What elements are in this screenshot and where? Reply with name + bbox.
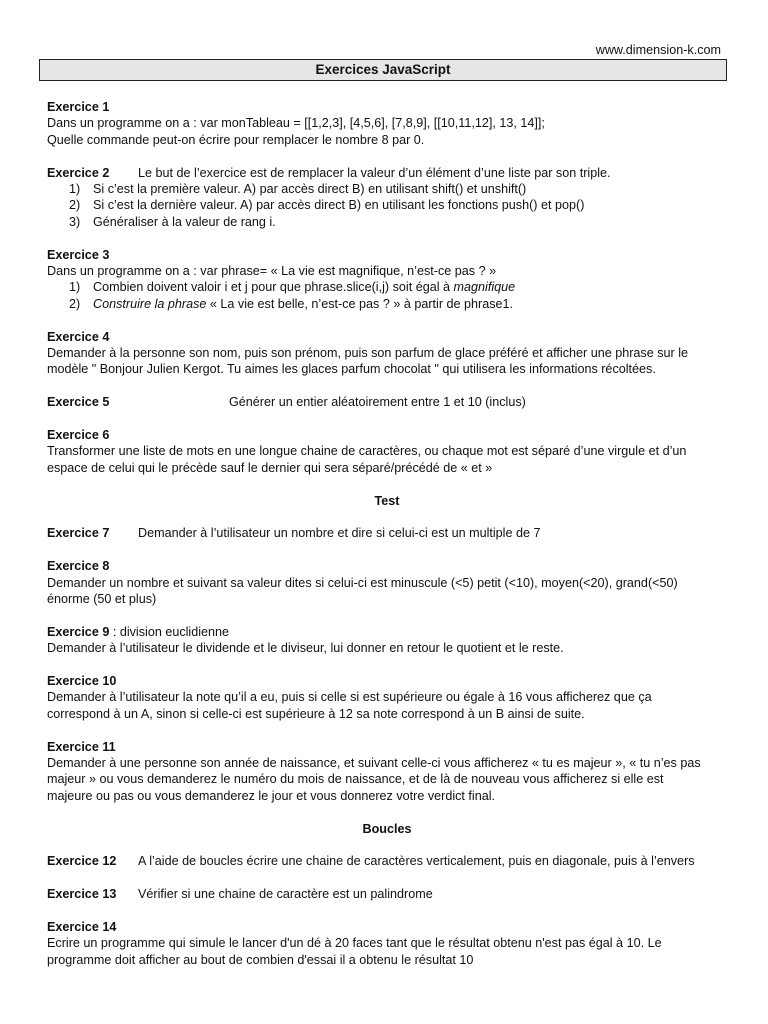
exercise-3-line-1: Dans un programme on a : var phrase= « La vie est magnifique, n’est-ce pas ? » <box>47 264 497 279</box>
website-url: www.dimension-k.com <box>595 43 721 57</box>
exercise-4-line-1: Demander à la personne son nom, puis son prénom, puis son parfum de glace préféré et afficher une phrase sur le <box>47 346 689 361</box>
exercise-14-line-2: programme doit afficher au bout de combien d'essai il a obtenu le résultat 10 <box>47 952 474 967</box>
exercise-5-header <box>47 394 727 410</box>
item-number: 1) <box>69 182 81 197</box>
exercise-2-header <box>47 165 727 181</box>
item-text: Généraliser à la valeur de rang i. <box>93 214 276 229</box>
exercise-1-title: Exercice 1 <box>47 100 110 114</box>
exercise-12-text: A l’aide de boucles écrire une chaine de caractères verticalement, puis en diagonale, puis à l’envers <box>138 854 695 869</box>
exercise-6-line-1: Transformer une liste de mots en une longue chaine de caractères, ou chaque mot est séparé d’une virgule et d’un <box>47 444 687 459</box>
exercise-3-item <box>47 279 727 295</box>
exercise-9-subtitle: : division euclidienne <box>109 624 230 639</box>
exercise-2-item <box>47 214 727 230</box>
section-heading-boucles: Boucles <box>362 821 412 836</box>
exercise-3-title: Exercice 3 <box>47 247 110 262</box>
exercise-11-line-2: majeur » ou vous demanderez le numéro du mois de naissance, et de là de nouveau vous afficherez si elle est <box>47 772 664 787</box>
exercise-10-title: Exercice 10 <box>47 674 117 689</box>
item-number: 2) <box>69 296 81 311</box>
exercise-3-item <box>47 296 727 312</box>
exercise-10-line-2: correspond à un A, sinon si celle-ci est supérieure à 12 sa note correspond à un B ainsi de suite. <box>47 706 585 721</box>
exercise-6-title: Exercice 6 <box>47 428 110 443</box>
exercise-6-line-2: espace de celui qui le précède sauf le dernier qui sera séparé/précédé de « et » <box>47 460 493 475</box>
item-emphasis: magnifique <box>453 280 516 295</box>
exercise-4-line-2: modèle " Bonjour Julien Kergot. Tu aimes les glaces parfum chocolat " qui utilisera les informations récoltées. <box>47 362 656 377</box>
exercise-9-title: Exercice 9 <box>47 624 110 639</box>
section-heading-test: Test <box>374 493 400 508</box>
exercise-7-header <box>47 525 727 541</box>
exercise-2-item <box>47 181 727 197</box>
exercise-11-title: Exercice 11 <box>47 739 116 754</box>
exercise-7-text: Demander à l’utilisateur un nombre et dire si celui-ci est un multiple de 7 <box>138 526 541 541</box>
exercise-14-title: Exercice 14 <box>47 920 117 935</box>
item-number: 1) <box>69 280 81 295</box>
exercise-13-title: Exercice 13 <box>47 887 117 902</box>
exercise-2-text: Le but de l’exercice est de remplacer la valeur d’un élément d’une liste par son triple. <box>138 165 611 180</box>
item-text: Combien doivent valoir i et j pour que phrase.slice(i,j) soit égal à <box>93 280 454 295</box>
exercise-11-line-1: Demander à une personne son année de naissance, et suivant celle-ci vous afficherez « tu es majeur », « tu n’es pas <box>47 756 701 771</box>
document-title: Exercices JavaScript <box>39 59 727 81</box>
exercise-11-line-3: majeure ou pas ou vous demanderez le jour et vous donnerez votre verdict final. <box>47 788 496 803</box>
item-number: 2) <box>69 198 81 213</box>
exercise-8-line-2: énorme (50 et plus) <box>47 592 157 607</box>
item-number: 3) <box>69 214 81 229</box>
exercise-13-text: Vérifier si une chaine de caractère est un palindrome <box>138 887 433 902</box>
exercise-2-item <box>47 197 727 213</box>
exercise-12-title: Exercice 12 <box>47 854 117 869</box>
exercise-13-header <box>47 886 727 902</box>
exercise-9-header <box>47 624 727 640</box>
exercise-7-title: Exercice 7 <box>47 526 110 541</box>
exercise-2-title: Exercice 2 <box>47 165 110 180</box>
item-text: « La vie est belle, n’est-ce pas ? » à partir de phrase1. <box>206 296 514 311</box>
exercise-4-title: Exercice 4 <box>47 329 110 344</box>
exercise-9-line-1: Demander à l’utilisateur le dividende et le diviseur, lui donner en retour le quotient et le reste. <box>47 641 564 656</box>
exercise-1-line-2: Quelle commande peut-on écrire pour remplacer le nombre 8 par 0. <box>47 132 425 147</box>
item-text: Si c’est la dernière valeur. A) par accès direct B) en utilisant les fonctions push() et pop() <box>93 198 585 213</box>
exercise-10-line-1: Demander à l’utilisateur la note qu’il a eu, puis si celle si est supérieure ou égale à 16 vous afficherez que ça <box>47 690 652 705</box>
exercise-list <box>47 99 727 968</box>
exercise-8-title: Exercice 8 <box>47 559 110 574</box>
exercise-1-line-1: Dans un programme on a : var monTableau = [[1,2,3], [4,5,6], [7,8,9], [[10,11,12], 13, 14]]; <box>47 116 545 131</box>
exercise-5-title: Exercice 5 <box>47 395 110 410</box>
exercise-5-text: Générer un entier aléatoirement entre 1 et 10 (inclus) <box>229 395 526 410</box>
item-text: Si c’est la première valeur. A) par accès direct B) en utilisant shift() et unshift() <box>93 182 527 197</box>
exercise-14-line-1: Ecrire un programme qui simule le lancer d'un dé à 20 faces tant que le résultat obtenu n'est pas égal à 10. Le <box>47 936 662 951</box>
item-emphasis: Construire la phrase <box>93 296 207 311</box>
exercise-8-line-1: Demander un nombre et suivant sa valeur dites si celui-ci est minuscule (<5) petit (<10), moyen(<20), grand(<50) <box>47 575 678 590</box>
exercise-12-header <box>47 853 727 869</box>
